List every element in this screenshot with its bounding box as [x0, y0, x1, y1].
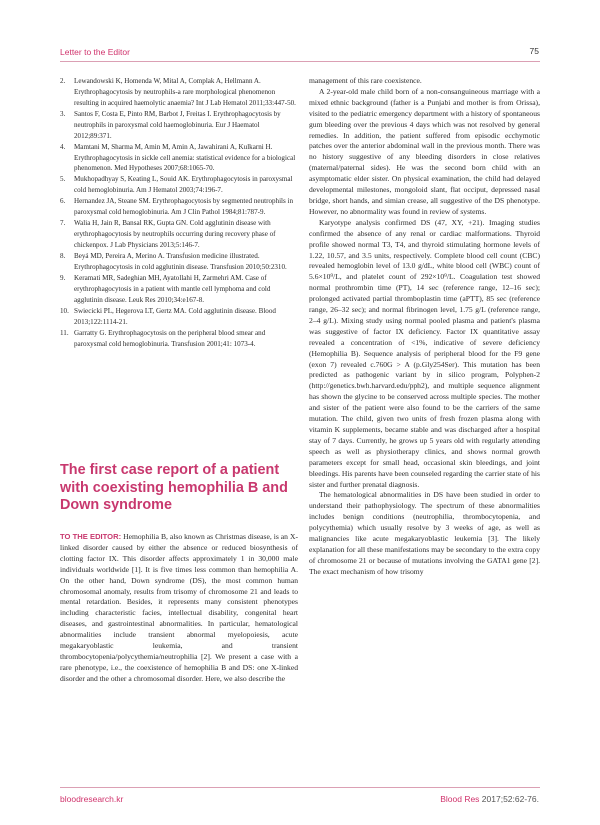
footer-citation-detail: 2017;52:62-76.	[479, 794, 539, 804]
reference-item	[60, 142, 298, 175]
reference-text: Walia H, Jain R, Bansal RK, Gupta GN. Cold agglutinin disease with erythrophagocytosis by neutrophils occurring during recovery phase of chickenpox. J Lab Physicians 2013;5:146-7.	[74, 219, 276, 250]
references-column	[60, 76, 298, 350]
reference-number: 6.	[60, 197, 66, 206]
reference-number: 10.	[60, 307, 69, 316]
reference-text: Beyá MD, Pereira A, Merino A. Transfusion medicine illustrated. Erythrophagocytosis in cold agglutinin disease. Transfusion 2010;50:2310.	[74, 252, 287, 272]
article-right-column	[309, 76, 540, 578]
paragraph-findings: Karyotype analysis confirmed DS (47, XY, +21). Imaging studies confirmed the absence of any renal or cardiac malformations. Thyroid profile showed normal T3, T4, and thyroid stimulating hormone levels of 1.22, 10.57, and 3.5 units, respectively. Complete blood cell count (CBC) revealed hemoglobin level of 13.0 g/dL, white blood cell (WBC) count of 5.6×10⁹/L, and platelet count of 292×10⁹/L. Coagulation test showed normal prothrombin time (PT), 14 sec (reference range, 12–16 sec); prolonged activated partial thromboplastin time (aPTT), 85 sec (reference range, 26–32 sec); and normal fibrinogen level, 1.75 g/L (reference range, 2–4 g/L). Mixing study using normal pooled plasma and patient's plasma was suggestive of factor IX deficiency. Factor IX quantitative assay revealed a concentration of <1%, indicative of severe deficiency (Hemophilia B). Sequence analysis of peripheral blood for the F9 gene (exon 7) revealed c.760G > A (p.Gly254Ser). This mutation has been predicted as pathogenic variant by in silico program, Polyphen-2 (http://genetics.bwh.harvard.edu/pph2), and multiple sequence alignment has shown the glycine to be conserved across multiple species. The mother and sister of the patient were also found to be the carriers of the same mutation. The child, given two units of fresh frozen plasma along with vitamin K supplements, became stable and was discharged after a hospital stay of 7 days. Currently, he grows up 5 years old with regularly attending speech as well as physiotherapy clinics, and shows normal growth parameters except for small head, occasional skin bleedings, and joint bleedings. His parents have been counseled regarding the carrier state of his sister and further prenatal diagnosis.	[309, 217, 540, 489]
reference-text: Lewandowski K, Homenda W, Mital A, Complak A, Hellmann A. Erythrophagocytosis by neutrophils-a rare morphological phenomenon resulting in acquired haemolytic anaemia? Int J Lab Hematol 2011;33:447-50.	[74, 77, 296, 107]
reference-text: Swiecicki PL, Hegerova LT, Gertz MA. Cold agglutinin disease. Blood 2013;122:1114-21.	[74, 307, 276, 326]
paragraph-continuation: management of this rare coexistence.	[309, 76, 422, 85]
lead-in: TO THE EDITOR:	[60, 532, 122, 541]
reference-item	[60, 251, 298, 273]
header-rule	[60, 61, 540, 62]
reference-item	[60, 196, 298, 218]
reference-text: Garratty G. Erythrophagocytosis on the peripheral blood smear and paroxysmal cold hemoglobinuria. Transfusion 2001;41: 1073-4.	[74, 329, 266, 348]
reference-number: 9.	[60, 274, 66, 283]
reference-item	[60, 109, 298, 142]
reference-item	[60, 306, 298, 328]
reference-text: Hernandez JA, Steane SM. Erythrophagocytosis by segmented neutrophils in paroxysmal cold hemoglobinuria. Am J Clin Pathol 1984;81:787-9.	[74, 197, 294, 217]
reference-number: 7.	[60, 219, 66, 228]
intro-text: Hemophilia B, also known as Christmas disease, is an X-linked disorder caused by either the absence or reduced biosynthesis of clotting factor IX. This disorder affects approximately 1 in 30,000 male individuals worldwide [1]. It is five times less common than hemophilia A. On the other hand, Down syndrome (DS), the most common human chromosomal anomaly, results from trisomy of chromosome 21 and leads to mental retardation. Besides, it represents many consistent phenotypes including characteristic facies, intellectual disability, congenital heart diseases, and gastrointestinal abnormalities. In particular, hematological abnormalities include transient abnormal myelopoiesis, acute megakaryoblastic leukemia, and transient thrombocytopenia/polycythemia/neutrophilia [2]. We present a case with a rare phenotype, i.e., the coexistence of hemophilia B and DS: one X-linked disorder and the other a chromosomal disorder. Here, we also describe the	[60, 532, 298, 683]
page-number: 75	[529, 46, 539, 56]
reference-text: Keramati MR, Sadeghian MH, Ayatollahi H, Zarmehri AM. Case of erythrophagocytosis in a patient with mantle cell lymphoma and cold agglutinin disease. Leuk Res 2010;34:e167-8.	[74, 274, 271, 304]
paragraph-discussion: The hematological abnormalities in DS have been studied in order to understand their pathophysiology. The spectrum of these abnormalities includes benign conditions (neutrophilia, thrombocytopenia, and polycythemia) which usually resolve by 3 weeks of age, as well as malignancies like acute megakaryoblastic leukemia [3]. The likely explanation for all these manifestations may be secondary to the extra copy of chromosome 21 or because of mutations involving the GATA1 gene [2]. The exact mechanism of how trisomy	[309, 490, 540, 576]
reference-item	[60, 174, 298, 196]
reference-text: Santos F, Costa E, Pinto RM, Barbot J, Freitas I. Erythrophagocytosis by neutrophils in paroxysmal cold haemoglobinuria. Eur J Haematol 2012;89:371.	[74, 109, 281, 140]
footer-rule	[60, 787, 540, 788]
reference-number: 3.	[60, 109, 66, 118]
reference-item	[60, 273, 298, 306]
reference-list	[60, 76, 298, 350]
paragraph-case: A 2-year-old male child born of a non-consanguineous marriage with a mixed ethnic background (father is a Punjabi and mother is from Orissa), visited to the pediatric emergency department with a history of spontaneous gum bleeding over the previous 4 days which was not resolved by general remedies. In addition, the patient suffered from episodic ecchymotic patches over the anterior abdominal wall in the previous month. There was no history suggestive of any bleeding disorders in close relatives (maternal/paternal sides). He was the second born child with an asymptomatic elder sister. On physical examination, the child had delayed developmental milestones, mongoloid slant, flat occiput, depressed nasal bridge, short hands, and simian crease, all suggestive of the DS phenotype. However, no abnormality was found in review of systems.	[309, 86, 540, 216]
article-intro	[60, 532, 298, 685]
reference-text: Mukhopadhyay S, Keating L, Souid AK. Erythrophagocytosis in paroxysmal cold hemoglobinuria. Am J Hematol 2003;74:196-7.	[74, 175, 293, 195]
reference-number: 5.	[60, 175, 66, 184]
reference-item	[60, 76, 298, 109]
footer-journal: Blood Res	[440, 794, 480, 804]
reference-number: 4.	[60, 142, 66, 151]
reference-number: 2.	[60, 77, 66, 85]
reference-number: 8.	[60, 252, 66, 261]
running-head: Letter to the Editor	[60, 47, 130, 57]
reference-number: 11.	[60, 329, 69, 338]
reference-text: Mamtani M, Sharma M, Amin M, Amin A, Jawahirani A, Kulkarni H. Erythrophagocytosis in sickle cell anemia: statistical evidence for a biological phenomenon. Med Hypotheses 2007;68:1065-70.	[74, 142, 296, 173]
reference-item	[60, 328, 298, 350]
article-title: The first case report of a patient with coexisting hemophilia B and Down syndrome	[60, 462, 288, 513]
reference-item	[60, 218, 298, 251]
footer-citation	[440, 794, 539, 804]
footer-site-link[interactable]: bloodresearch.kr	[60, 794, 124, 804]
